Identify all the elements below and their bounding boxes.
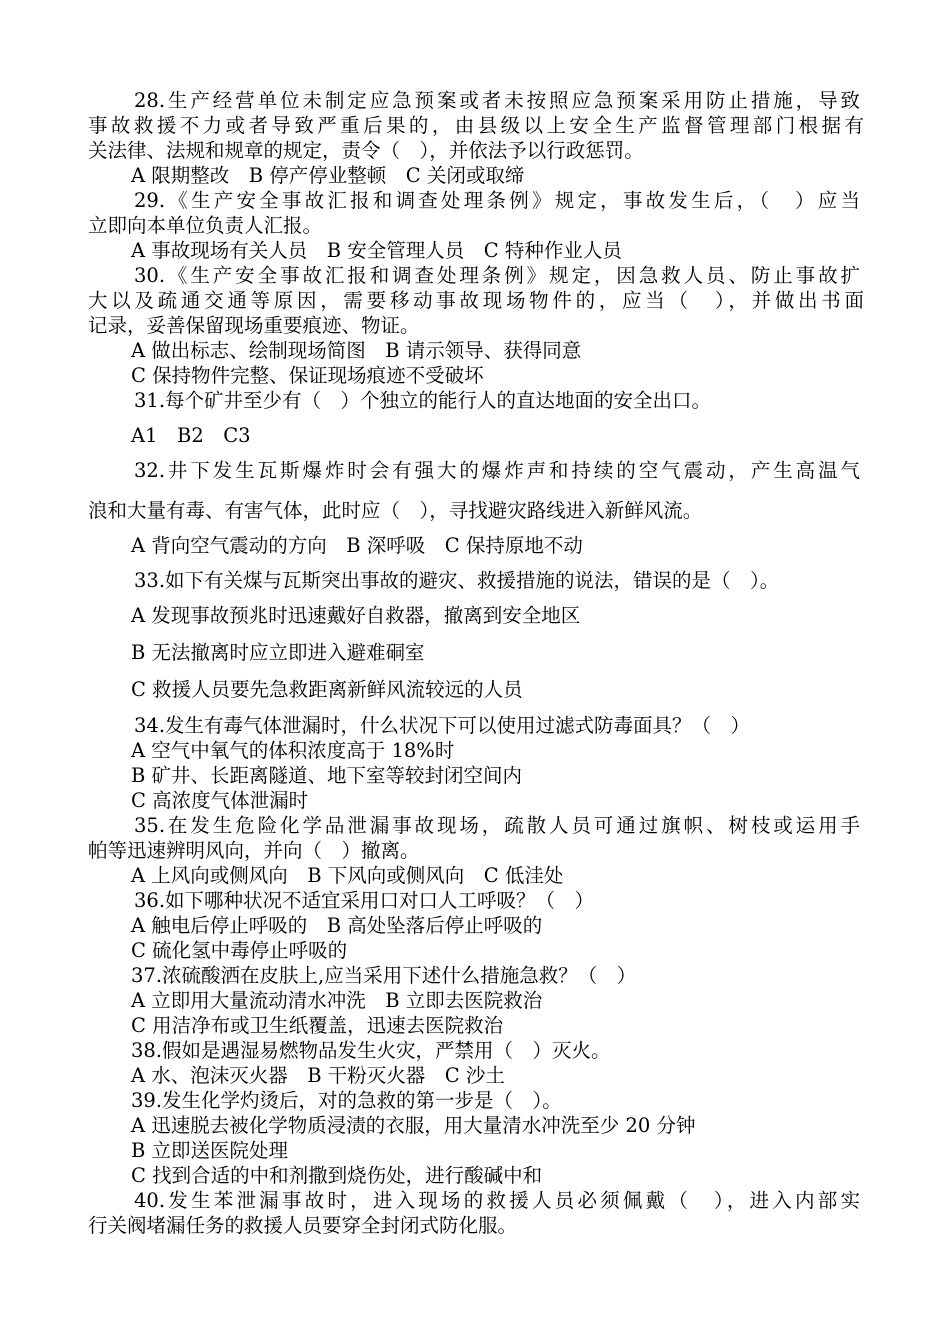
q38-line-1: 38.假如是遇湿易燃物品发生火灾，严禁用（ ）灭火。 — [131, 1039, 611, 1062]
q33-option-b: B 无法撤离时应立即进入避难硐室 — [131, 641, 425, 664]
q29-line-1: 29.《生产安全事故汇报和调查处理条例》规定，事故发生后，（ ）应当 — [134, 189, 860, 212]
q39-option-b: B 立即送医院处理 — [131, 1139, 289, 1162]
q34-option-b: B 矿井、长距离隧道、地下室等较封闭空间内 — [131, 764, 523, 787]
q28-line-1: 28.生产经营单位未制定应急预案或者未按照应急预案采用防止措施，导致 — [134, 89, 860, 112]
q30-line-3: 记录，妥善保留现场重要痕迹、物证。 — [88, 314, 420, 337]
q37-option-c: C 用洁净布或卫生纸覆盖，迅速去医院救治 — [131, 1014, 504, 1037]
q37-line-1: 37.浓硫酸洒在皮肤上,应当采用下述什么措施急救？（ ） — [131, 964, 637, 987]
q29-options: A 事故现场有关人员 B 安全管理人员 C 特种作业人员 — [131, 239, 622, 262]
q28-options: A 限期整改 B 停产停业整顿 C 关闭或取缔 — [131, 164, 525, 187]
q39-line-1: 39.发生化学灼烫后，对的急救的第一步是（ ）。 — [131, 1089, 562, 1112]
q34-option-a: A 空气中氧气的体积浓度高于 18%时 — [131, 739, 455, 762]
q33-option-c: C 救援人员要先急救距离新鲜风流较远的人员 — [131, 678, 523, 701]
q36-option-ab: A 触电后停止呼吸的 B 高处坠落后停止呼吸的 — [131, 914, 543, 937]
q30-line-2: 大以及疏通交通等原因，需要移动事故现场物件的，应当（ ），并做出书面 — [88, 289, 864, 312]
q31-options: A1 B2 C3 — [131, 424, 251, 447]
q35-line-2: 帕等迅速辨明风向，并向（ ）撤离。 — [88, 839, 420, 862]
q40-line-1: 40.发生苯泄漏事故时，进入现场的救援人员必须佩戴（ ），进入内部实 — [134, 1189, 860, 1212]
q33-option-a: A 发现事故预兆时迅速戴好自救器，撤离到安全地区 — [131, 604, 581, 627]
q30-line-1: 30.《生产安全事故汇报和调查处理条例》规定，因急救人员、防止事故扩 — [134, 264, 860, 287]
q28-line-2: 事故救援不力或者导致严重后果的，由县级以上安全生产监督管理部门根据有 — [88, 114, 864, 137]
q35-line-1: 35.在发生危险化学品泄漏事故现场，疏散人员可通过旗帜、树枝或运用手 — [134, 814, 860, 837]
q29-line-2: 立即向本单位负责人汇报。 — [88, 214, 323, 237]
q34-option-c: C 高浓度气体泄漏时 — [131, 789, 309, 812]
q38-options: A 水、泡沫灭火器 B 干粉灭火器 C 沙土 — [131, 1064, 505, 1087]
q34-line-1: 34.发生有毒气体泄漏时，什么状况下可以使用过滤式防毒面具？（ ） — [134, 714, 751, 737]
q32-line-2: 浪和大量有毒、有害气体，此时应（ ），寻找避灾路线进入新鲜风流。 — [88, 499, 703, 522]
q35-options: A 上风向或侧风向 B 下风向或侧风向 C 低洼处 — [131, 864, 564, 887]
q31-line-1: 31.每个矿井至少有（ ）个独立的能行人的直达地面的安全出口。 — [134, 389, 712, 412]
q36-line-1: 36.如下哪种状况不适宜采用口对口人工呼吸？（ ） — [134, 889, 595, 912]
q36-option-c: C 硫化氢中毒停止呼吸的 — [131, 939, 348, 962]
q30-option-ab: A 做出标志、绘制现场简图 B 请示领导、获得同意 — [131, 339, 582, 362]
q33-line-1: 33.如下有关煤与瓦斯突出事故的避灾、救援措施的说法，错误的是（ ）。 — [134, 569, 780, 592]
q37-option-ab: A 立即用大量流动清水冲洗 B 立即去医院救治 — [131, 989, 543, 1012]
q39-option-a: A 迅速脱去被化学物质浸渍的衣服，用大量清水冲洗至少 20 分钟 — [131, 1114, 696, 1137]
q32-line-1: 32.井下发生瓦斯爆炸时会有强大的爆炸声和持续的空气震动，产生高温气 — [134, 459, 860, 482]
q39-option-c: C 找到合适的中和剂撒到烧伤处，进行酸碱中和 — [131, 1164, 543, 1187]
q30-option-c: C 保持物件完整、保证现场痕迹不受破坏 — [131, 364, 484, 387]
q40-line-2: 行关阀堵漏任务的救援人员要穿全封闭式防化服。 — [88, 1214, 518, 1237]
q28-line-3: 关法律、法规和规章的规定，责令（ ），并依法予以行政惩罚。 — [88, 139, 644, 162]
q32-options: A 背向空气震动的方向 B 深呼吸 C 保持原地不动 — [131, 534, 583, 557]
